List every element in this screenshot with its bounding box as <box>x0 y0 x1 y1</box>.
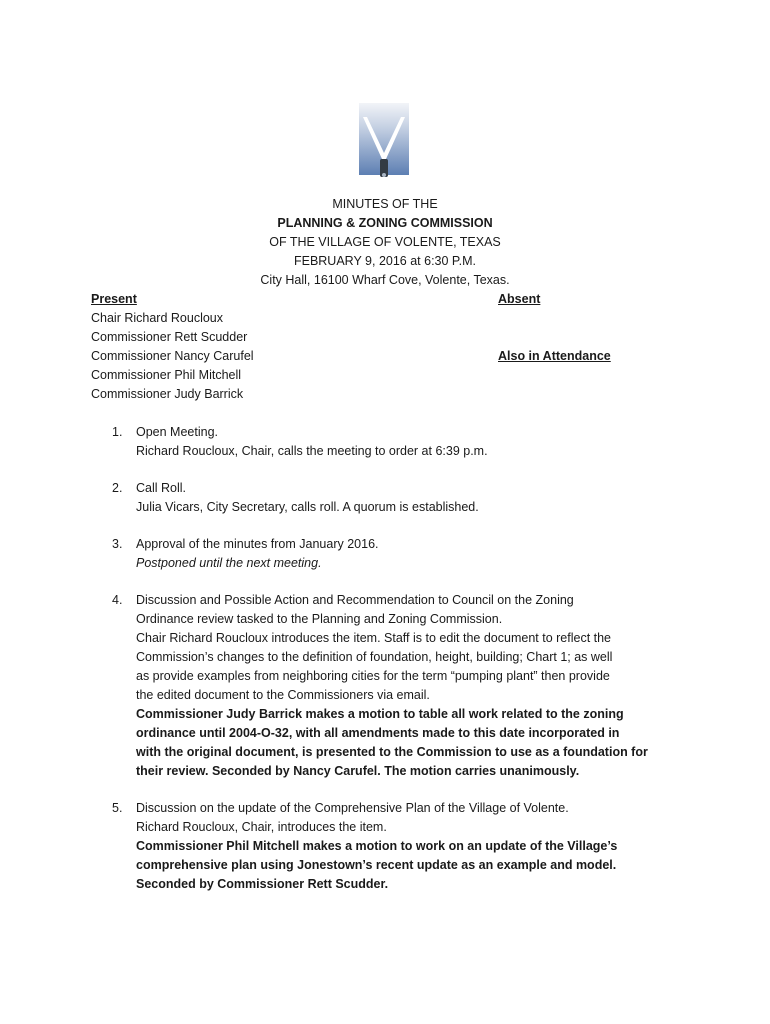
header-line-minutes: MINUTES OF THE <box>332 197 438 211</box>
agenda-item-note: Postponed until the next meeting. <box>136 556 322 570</box>
agenda-item-text: Commission’s changes to the definition of foundation, height, building; Chart 1; as well <box>136 650 613 664</box>
motion-text: comprehensive plan using Jonestown’s recent update as an example and model. <box>136 858 617 872</box>
motion-text: Commissioner Judy Barrick makes a motion to table all work related to the zoning <box>136 707 624 721</box>
motion-text: with the original document, is presented to the Commission to use as a foundation for <box>136 745 648 759</box>
present-member: Commissioner Phil Mitchell <box>91 368 242 382</box>
agenda-item-text: as provide examples from neighboring cities for the term “pumping plant” then provide <box>136 669 610 683</box>
agenda-item <box>112 591 712 781</box>
agenda-item-number: 1. <box>112 425 123 439</box>
agenda-item <box>112 423 712 461</box>
agenda-item-title: Ordinance review tasked to the Planning and Zoning Commission. <box>136 612 503 626</box>
agenda-item <box>112 799 712 894</box>
motion-text: ordinance until 2004-O-32, with all amendments made to this date incorporated in <box>136 726 620 740</box>
present-heading: Present <box>91 292 137 306</box>
agenda-item-text: Richard Roucloux, Chair, calls the meeting to order at 6:39 p.m. <box>136 444 488 458</box>
present-list <box>91 290 254 404</box>
v-logo-icon <box>357 103 411 189</box>
agenda-item-text: Richard Roucloux, Chair, introduces the item. <box>136 820 387 834</box>
document-header <box>0 195 770 290</box>
agenda-item-title: Call Roll. <box>136 481 187 495</box>
absent-heading: Absent <box>498 292 541 306</box>
agenda-item-title: Discussion on the update of the Comprehensive Plan of the Village of Volente. <box>136 801 569 815</box>
present-member: Commissioner Judy Barrick <box>91 387 244 401</box>
agenda-item-title: Approval of the minutes from January 2016. <box>136 537 379 551</box>
agenda-item-text: Julia Vicars, City Secretary, calls roll. A quorum is established. <box>136 500 479 514</box>
agenda-item-number: 5. <box>112 801 123 815</box>
agenda-item-text: the edited document to the Commissioners via email. <box>136 688 430 702</box>
agenda-item-number: 4. <box>112 593 123 607</box>
agenda-item <box>112 479 712 517</box>
agenda-item-title: Discussion and Possible Action and Recommendation to Council on the Zoning <box>136 593 574 607</box>
present-member: Chair Richard Roucloux <box>91 311 224 325</box>
also-in-attendance-heading: Also in Attendance <box>498 349 611 363</box>
village-logo <box>357 103 411 189</box>
header-line-location: City Hall, 16100 Wharf Cove, Volente, Texas. <box>260 273 510 287</box>
header-line-village: OF THE VILLAGE OF VOLENTE, TEXAS <box>269 235 501 249</box>
agenda-item-number: 3. <box>112 537 123 551</box>
absent-column <box>498 290 611 366</box>
header-line-date: FEBRUARY 9, 2016 at 6:30 P.M. <box>293 254 477 268</box>
motion-text: their review. Seconded by Nancy Carufel. The motion carries unanimously. <box>136 764 580 778</box>
motion-text: Commissioner Phil Mitchell makes a motion to work on an update of the Village’s <box>136 839 618 853</box>
present-member: Commissioner Nancy Carufel <box>91 349 254 363</box>
agenda-item <box>112 535 712 573</box>
agenda-item-title: Open Meeting. <box>136 425 218 439</box>
motion-text: Seconded by Commissioner Rett Scudder. <box>136 877 389 891</box>
agenda-list <box>112 423 712 912</box>
present-member: Commissioner Rett Scudder <box>91 330 248 344</box>
agenda-item-number: 2. <box>112 481 123 495</box>
agenda-item-text: Chair Richard Roucloux introduces the item. Staff is to edit the document to reflect the <box>136 631 612 645</box>
header-line-commission: PLANNING & ZONING COMMISSION <box>277 216 493 230</box>
